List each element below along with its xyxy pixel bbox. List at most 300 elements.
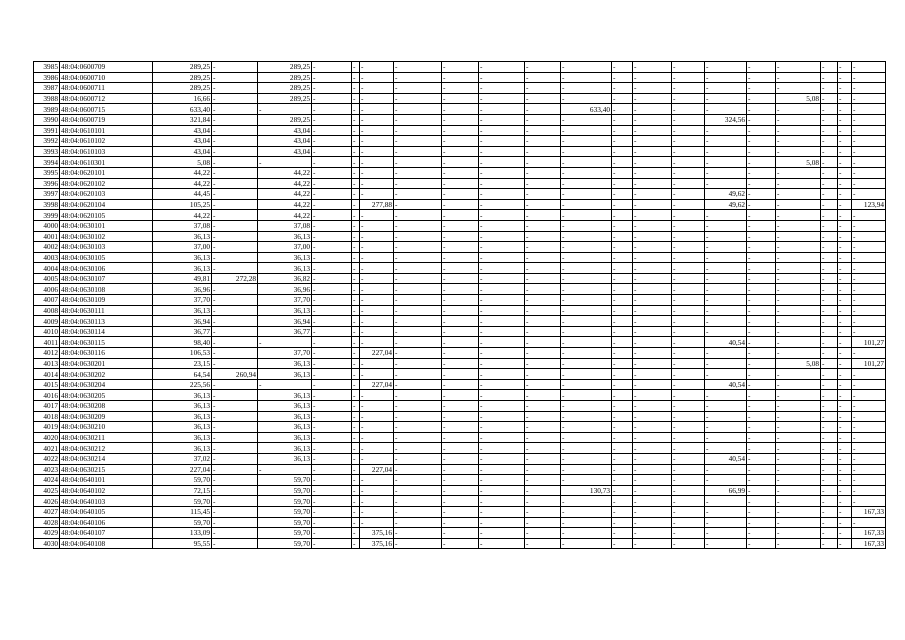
value-cell: 101,27 — [852, 337, 886, 348]
value-cell: - — [821, 231, 838, 242]
value-cell: 115,45 — [153, 506, 212, 517]
row-number-cell: 4001 — [34, 231, 60, 242]
value-cell: - — [561, 538, 612, 549]
value-cell: - — [612, 220, 633, 231]
value-cell: - — [747, 210, 776, 221]
value-cell: - — [612, 210, 633, 221]
value-cell: 36,13 — [153, 411, 212, 422]
value-cell: - — [212, 528, 258, 539]
row-number-cell: 4012 — [34, 348, 60, 359]
value-cell: - — [633, 72, 672, 83]
value-cell: - — [212, 252, 258, 263]
value-cell: - — [525, 432, 561, 443]
value-cell: - — [360, 178, 394, 189]
value-cell: - — [776, 273, 821, 284]
value-cell: - — [852, 401, 886, 412]
value-cell: - — [747, 273, 776, 284]
value-cell: 72,15 — [153, 485, 212, 496]
value-cell: - — [852, 62, 886, 73]
value-cell: - — [479, 379, 525, 390]
value-cell: - — [479, 125, 525, 136]
value-cell: - — [212, 411, 258, 422]
value-cell: - — [312, 242, 352, 253]
value-cell: - — [633, 422, 672, 433]
value-cell: - — [258, 337, 312, 348]
value-cell: - — [479, 136, 525, 147]
value-cell: - — [633, 432, 672, 443]
value-cell: 66,99 — [705, 485, 747, 496]
value-cell: - — [821, 104, 838, 115]
value-cell: - — [352, 62, 360, 73]
value-cell: - — [442, 178, 479, 189]
value-cell: - — [312, 496, 352, 507]
table-row — [34, 528, 886, 539]
cadastral-number-cell: 48:04:0600709 — [60, 62, 153, 73]
row-number-cell: 4026 — [34, 496, 60, 507]
value-cell: - — [442, 114, 479, 125]
value-cell: - — [479, 305, 525, 316]
value-cell: - — [394, 93, 442, 104]
value-cell: - — [838, 199, 852, 210]
value-cell: - — [633, 305, 672, 316]
value-cell: - — [612, 411, 633, 422]
value-cell: - — [672, 146, 705, 157]
value-cell: - — [838, 411, 852, 422]
value-cell: - — [312, 348, 352, 359]
row-number-cell: 3986 — [34, 72, 60, 83]
cadastral-number-cell: 48:04:0610301 — [60, 157, 153, 168]
value-cell: - — [672, 305, 705, 316]
value-cell: - — [633, 284, 672, 295]
value-cell: - — [212, 72, 258, 83]
value-cell: 289,25 — [258, 93, 312, 104]
value-cell: - — [479, 199, 525, 210]
value-cell: - — [394, 295, 442, 306]
value-cell: - — [612, 178, 633, 189]
value-cell: 36,94 — [258, 316, 312, 327]
value-cell: - — [747, 432, 776, 443]
value-cell: - — [312, 422, 352, 433]
row-number-cell: 4025 — [34, 485, 60, 496]
value-cell: - — [312, 157, 352, 168]
table-row — [34, 93, 886, 104]
value-cell: - — [852, 517, 886, 528]
value-cell: - — [352, 379, 360, 390]
value-cell: - — [612, 485, 633, 496]
value-cell: - — [776, 305, 821, 316]
value-cell: - — [852, 242, 886, 253]
value-cell: - — [352, 83, 360, 94]
value-cell: - — [612, 284, 633, 295]
value-cell: - — [352, 337, 360, 348]
cadastral-number-cell: 48:04:0640101 — [60, 475, 153, 486]
cadastral-number-cell: 48:04:0630107 — [60, 273, 153, 284]
value-cell: - — [442, 348, 479, 359]
value-cell: - — [838, 443, 852, 454]
table-row — [34, 263, 886, 274]
value-cell: - — [705, 316, 747, 327]
value-cell: - — [394, 401, 442, 412]
value-cell: - — [747, 369, 776, 380]
row-number-cell: 4000 — [34, 220, 60, 231]
value-cell: - — [312, 401, 352, 412]
value-cell: - — [633, 316, 672, 327]
value-cell: - — [360, 295, 394, 306]
value-cell: 36,13 — [153, 231, 212, 242]
value-cell: - — [705, 369, 747, 380]
value-cell: - — [633, 517, 672, 528]
value-cell: - — [612, 83, 633, 94]
value-cell: - — [633, 83, 672, 94]
row-number-cell: 4011 — [34, 337, 60, 348]
table-row — [34, 231, 886, 242]
value-cell: - — [672, 72, 705, 83]
value-cell: - — [776, 316, 821, 327]
value-cell: - — [525, 369, 561, 380]
value-cell: - — [442, 411, 479, 422]
table-row — [34, 72, 886, 83]
value-cell: - — [352, 263, 360, 274]
value-cell: - — [776, 369, 821, 380]
value-cell: - — [312, 83, 352, 94]
value-cell: - — [312, 231, 352, 242]
value-cell: - — [776, 125, 821, 136]
value-cell: - — [360, 125, 394, 136]
value-cell: - — [479, 189, 525, 200]
value-cell: - — [312, 263, 352, 274]
value-cell: - — [394, 220, 442, 231]
value-cell: 36,13 — [153, 390, 212, 401]
value-cell: - — [838, 62, 852, 73]
value-cell: - — [561, 220, 612, 231]
value-cell: - — [479, 464, 525, 475]
value-cell: - — [561, 252, 612, 263]
value-cell: - — [776, 62, 821, 73]
table-row — [34, 337, 886, 348]
value-cell: 59,70 — [153, 496, 212, 507]
value-cell: - — [612, 295, 633, 306]
value-cell: - — [479, 443, 525, 454]
cadastral-number-cell: 48:04:0630113 — [60, 316, 153, 327]
value-cell: - — [776, 146, 821, 157]
value-cell: 101,27 — [852, 358, 886, 369]
value-cell: 289,25 — [153, 72, 212, 83]
value-cell: - — [360, 475, 394, 486]
value-cell: 36,13 — [153, 252, 212, 263]
value-cell: - — [747, 358, 776, 369]
value-cell: - — [776, 242, 821, 253]
value-cell: - — [852, 83, 886, 94]
value-cell: - — [852, 231, 886, 242]
cadastral-number-cell: 48:04:0610101 — [60, 125, 153, 136]
value-cell: - — [352, 496, 360, 507]
value-cell: - — [838, 485, 852, 496]
value-cell: 36,13 — [153, 443, 212, 454]
value-cell: - — [561, 496, 612, 507]
value-cell: - — [442, 337, 479, 348]
value-cell: - — [360, 369, 394, 380]
value-cell: - — [394, 453, 442, 464]
value-cell: 289,25 — [258, 72, 312, 83]
cadastral-number-cell: 48:04:0600710 — [60, 72, 153, 83]
value-cell: - — [352, 390, 360, 401]
value-cell: - — [352, 125, 360, 136]
value-cell: - — [672, 538, 705, 549]
value-cell: - — [525, 390, 561, 401]
value-cell: - — [525, 136, 561, 147]
value-cell: - — [838, 104, 852, 115]
table-row — [34, 453, 886, 464]
value-cell: - — [312, 358, 352, 369]
value-cell: - — [561, 517, 612, 528]
value-cell: - — [747, 517, 776, 528]
cadastral-number-cell: 48:04:0610102 — [60, 136, 153, 147]
value-cell: - — [561, 326, 612, 337]
value-cell: - — [776, 496, 821, 507]
value-cell: - — [394, 506, 442, 517]
value-cell: - — [705, 83, 747, 94]
value-cell: - — [672, 231, 705, 242]
value-cell: - — [360, 401, 394, 412]
value-cell: - — [821, 390, 838, 401]
value-cell: - — [852, 178, 886, 189]
value-cell: - — [776, 83, 821, 94]
value-cell: - — [312, 220, 352, 231]
value-cell: 375,16 — [360, 528, 394, 539]
row-number-cell: 3998 — [34, 199, 60, 210]
value-cell: - — [212, 62, 258, 73]
value-cell: - — [360, 93, 394, 104]
value-cell: - — [776, 284, 821, 295]
value-cell: - — [479, 390, 525, 401]
row-number-cell: 4028 — [34, 517, 60, 528]
value-cell: - — [612, 401, 633, 412]
value-cell: - — [312, 125, 352, 136]
value-cell: - — [525, 178, 561, 189]
value-cell: - — [212, 326, 258, 337]
value-cell: - — [525, 210, 561, 221]
value-cell: - — [561, 453, 612, 464]
value-cell: - — [821, 273, 838, 284]
value-cell: - — [394, 189, 442, 200]
value-cell: - — [612, 231, 633, 242]
value-cell: - — [821, 199, 838, 210]
cadastral-number-cell: 48:04:0630101 — [60, 220, 153, 231]
value-cell: - — [352, 475, 360, 486]
value-cell: 36,13 — [258, 401, 312, 412]
value-cell: - — [633, 337, 672, 348]
row-number-cell: 4029 — [34, 528, 60, 539]
cadastral-number-cell: 48:04:0640103 — [60, 496, 153, 507]
value-cell: - — [212, 432, 258, 443]
value-cell: 44,22 — [258, 189, 312, 200]
value-cell: - — [776, 443, 821, 454]
value-cell: - — [672, 83, 705, 94]
value-cell: - — [852, 464, 886, 475]
value-cell: - — [442, 422, 479, 433]
value-cell: - — [838, 263, 852, 274]
value-cell: - — [212, 390, 258, 401]
row-number-cell: 4017 — [34, 401, 60, 412]
value-cell: 59,70 — [258, 538, 312, 549]
value-cell: - — [394, 528, 442, 539]
value-cell: - — [633, 411, 672, 422]
value-cell: 59,70 — [153, 517, 212, 528]
value-cell: - — [258, 464, 312, 475]
value-cell: - — [633, 263, 672, 274]
value-cell: - — [525, 528, 561, 539]
value-cell: - — [838, 167, 852, 178]
value-cell: - — [442, 263, 479, 274]
value-cell: - — [705, 62, 747, 73]
value-cell: - — [705, 390, 747, 401]
table-row — [34, 295, 886, 306]
value-cell: - — [212, 189, 258, 200]
value-cell: - — [561, 528, 612, 539]
value-cell: 16,66 — [153, 93, 212, 104]
value-cell: - — [672, 496, 705, 507]
value-cell: - — [612, 316, 633, 327]
value-cell: - — [705, 178, 747, 189]
row-number-cell: 4004 — [34, 263, 60, 274]
value-cell: - — [525, 167, 561, 178]
value-cell: - — [394, 125, 442, 136]
value-cell: - — [852, 390, 886, 401]
value-cell: - — [705, 242, 747, 253]
cadastral-number-cell: 48:04:0600715 — [60, 104, 153, 115]
value-cell: - — [212, 443, 258, 454]
value-cell: - — [525, 411, 561, 422]
value-cell: - — [352, 443, 360, 454]
value-cell: - — [672, 390, 705, 401]
value-cell: - — [672, 443, 705, 454]
value-cell: - — [479, 538, 525, 549]
value-cell: 289,25 — [258, 114, 312, 125]
value-cell: - — [394, 443, 442, 454]
table-row — [34, 485, 886, 496]
value-cell: - — [776, 114, 821, 125]
value-cell: 167,33 — [852, 506, 886, 517]
value-cell: - — [633, 390, 672, 401]
value-cell: - — [705, 295, 747, 306]
value-cell: 59,70 — [258, 496, 312, 507]
value-cell: - — [352, 114, 360, 125]
value-cell: 37,70 — [258, 295, 312, 306]
value-cell: - — [838, 220, 852, 231]
value-cell: - — [442, 62, 479, 73]
cadastral-number-cell: 48:04:0630108 — [60, 284, 153, 295]
value-cell: - — [312, 189, 352, 200]
value-cell: 36,82 — [258, 273, 312, 284]
value-cell: - — [672, 337, 705, 348]
value-cell: - — [776, 136, 821, 147]
value-cell: 123,94 — [852, 199, 886, 210]
value-cell: - — [705, 231, 747, 242]
value-cell: - — [747, 252, 776, 263]
value-cell: - — [525, 284, 561, 295]
value-cell: - — [525, 157, 561, 168]
value-cell: - — [212, 199, 258, 210]
value-cell: - — [612, 528, 633, 539]
value-cell: - — [561, 432, 612, 443]
value-cell: - — [442, 93, 479, 104]
value-cell: - — [360, 263, 394, 274]
value-cell: - — [442, 242, 479, 253]
value-cell: - — [672, 475, 705, 486]
value-cell: - — [776, 401, 821, 412]
value-cell: - — [672, 295, 705, 306]
value-cell: 375,16 — [360, 538, 394, 549]
value-cell: - — [525, 273, 561, 284]
row-number-cell: 4022 — [34, 453, 60, 464]
value-cell: - — [442, 453, 479, 464]
value-cell: - — [442, 326, 479, 337]
value-cell: - — [352, 93, 360, 104]
value-cell: - — [394, 62, 442, 73]
value-cell: - — [352, 231, 360, 242]
table-row — [34, 496, 886, 507]
value-cell: - — [360, 432, 394, 443]
value-cell: - — [525, 538, 561, 549]
value-cell: - — [442, 136, 479, 147]
value-cell: - — [352, 242, 360, 253]
cadastral-number-cell: 48:04:0630115 — [60, 337, 153, 348]
value-cell: - — [821, 178, 838, 189]
value-cell: - — [852, 114, 886, 125]
value-cell: - — [821, 358, 838, 369]
value-cell: - — [212, 401, 258, 412]
value-cell: - — [442, 273, 479, 284]
value-cell: - — [312, 305, 352, 316]
row-number-cell: 4014 — [34, 369, 60, 380]
value-cell: - — [394, 305, 442, 316]
value-cell: - — [360, 136, 394, 147]
value-cell: 43,04 — [153, 146, 212, 157]
value-cell: - — [705, 220, 747, 231]
value-cell: - — [479, 453, 525, 464]
value-cell: - — [705, 528, 747, 539]
table-row — [34, 506, 886, 517]
value-cell: - — [394, 252, 442, 263]
value-cell: - — [612, 432, 633, 443]
value-cell: - — [525, 453, 561, 464]
value-cell: - — [312, 210, 352, 221]
value-cell: - — [360, 242, 394, 253]
value-cell: - — [479, 401, 525, 412]
value-cell: - — [776, 199, 821, 210]
value-cell: - — [525, 506, 561, 517]
value-cell: - — [747, 146, 776, 157]
value-cell: - — [633, 146, 672, 157]
value-cell: - — [821, 496, 838, 507]
value-cell: - — [479, 358, 525, 369]
value-cell: - — [360, 146, 394, 157]
table-row — [34, 220, 886, 231]
value-cell: 227,04 — [153, 464, 212, 475]
value-cell: - — [525, 231, 561, 242]
value-cell: - — [212, 337, 258, 348]
row-number-cell: 3997 — [34, 189, 60, 200]
value-cell: - — [352, 72, 360, 83]
value-cell: - — [312, 390, 352, 401]
table-row — [34, 464, 886, 475]
value-cell: - — [525, 443, 561, 454]
value-cell: - — [212, 83, 258, 94]
value-cell: - — [821, 136, 838, 147]
value-cell: - — [633, 326, 672, 337]
cadastral-number-cell: 48:04:0630204 — [60, 379, 153, 390]
value-cell: - — [525, 496, 561, 507]
